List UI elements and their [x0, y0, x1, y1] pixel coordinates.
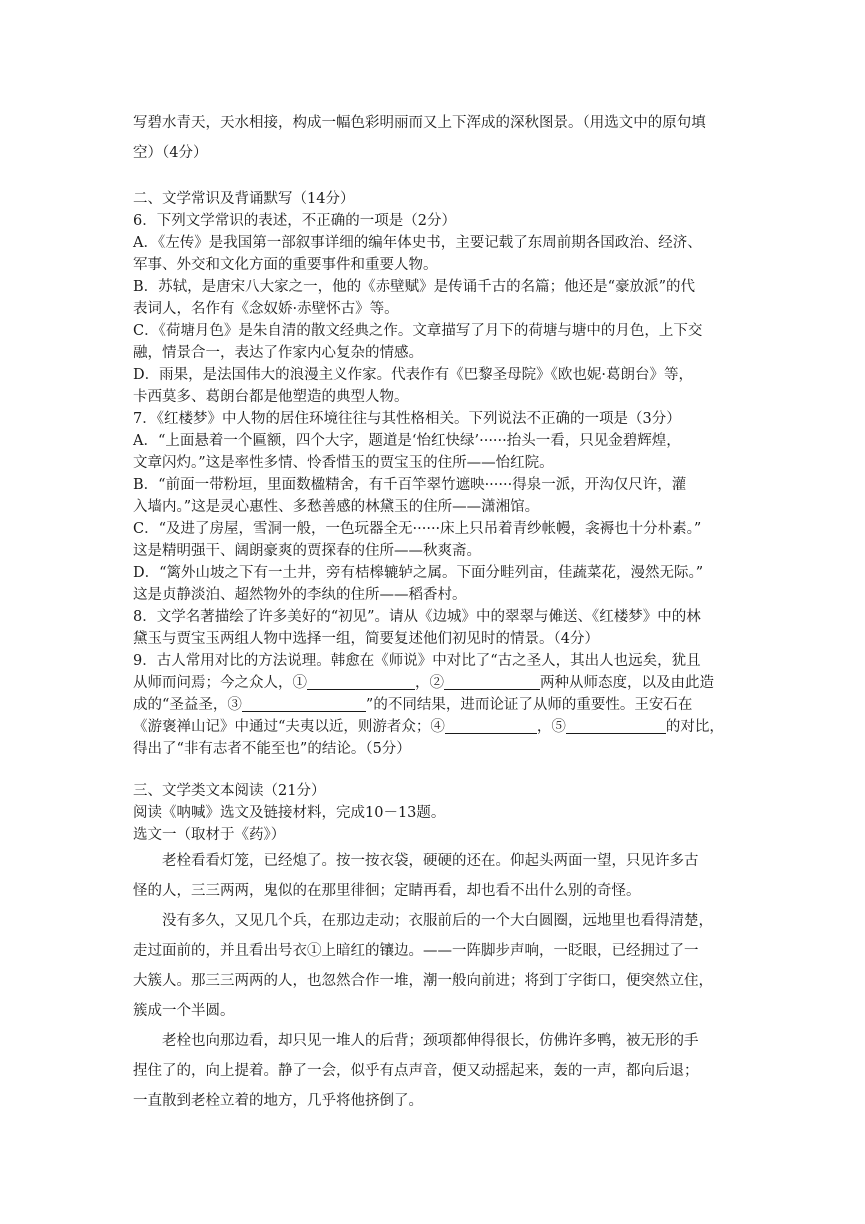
question-line: 6．下列文学常识的表述，不正确的一项是（2分） — [133, 213, 456, 229]
passage-line: 走过面前的，并且看出号衣①上暗红的镶边。——一阵脚步声响，一眨眼，已经拥过了一 — [133, 943, 699, 959]
passage-line: 老栓也向那边看，却只见一堆人的后背；颈项都伸得很长，仿佛许多鸭，被无形的手 — [162, 1033, 699, 1049]
question-line: 这是贞静淡泊、超然物外的李纨的住所——稻香村。 — [133, 587, 467, 603]
question-line: 卡西莫多、葛朗台都是他塑造的典型人物。 — [133, 389, 409, 405]
question-line: C．《荷塘月色》是朱自清的散文经典之作。文章描写了月下的荷塘与塘中的月色，上下交 — [133, 323, 703, 339]
question-line: 从师而问焉；今之众人，① ，② 两种从师态度，以及由此造 — [133, 675, 714, 691]
reading-instruction: 阅读《呐喊》选文及链接材料，完成10－13题。 — [133, 805, 446, 821]
passage-line: 老栓看看灯笼，已经熄了。按一按衣袋，硬硬的还在。仰起头两面一望，只见许多古 — [162, 853, 699, 869]
passage-line: 一直散到老栓立着的地方，几乎将他挤倒了。 — [133, 1093, 423, 1109]
answer-blank-4[interactable] — [445, 717, 537, 734]
question-line: B．苏轼，是唐宋八大家之一，他的《赤壁赋》是传诵千古的名篇；他还是“豪放派”的代 — [133, 279, 695, 295]
document-page — [133, 108, 739, 1116]
answer-blank-5[interactable] — [566, 717, 666, 734]
question-line: 得出了“非有志者不能至也”的结论。（5分） — [133, 741, 411, 757]
question-line: 文章闪灼。”这是率性多情、怜香惜玉的贾宝玉的住所——怡红院。 — [133, 455, 554, 471]
question-line: D．雨果，是法国伟大的浪漫主义作家。代表作有《巴黎圣母院》《欧也妮·葛朗台》等， — [133, 367, 693, 383]
question-line: 8．文学名著描绘了许多美好的“初见”。请从《边城》中的翠翠与傩送、《红楼梦》中的林 — [133, 609, 701, 625]
section-heading: 三、文学类文本阅读（21分） — [133, 783, 326, 799]
question-line: 这是精明强干、阔朗豪爽的贾探春的住所——秋爽斋。 — [133, 543, 481, 559]
question-line: 黛玉与贾宝玉两组人物中选择一组，简要复述他们初见时的情景。（4分） — [133, 631, 599, 647]
question-line: A．“上面悬着一个匾额，四个大字，题道是‘怡红快绿’······抬头一看，只见金碧辉煌， — [133, 433, 681, 449]
answer-blank-2[interactable] — [444, 673, 540, 690]
answer-blank-3[interactable] — [242, 695, 366, 712]
question-line: A．《左传》是我国第一部叙事详细的编年体史书，主要记载了东周前期各国政治、经济、 — [133, 235, 702, 251]
question-line: 9．古人常用对比的方法说理。韩愈在《师说》中对比了“古之圣人，其出人也远矣，犹且 — [133, 653, 701, 669]
intro-line: 写碧水青天，天水相接，构成一幅色彩明丽而又上下浑成的深秋图景。（用选文中的原句填 — [133, 115, 706, 131]
passage-source: 选文一（取材于《药》） — [133, 827, 286, 843]
answer-blank-1[interactable] — [307, 673, 415, 690]
passage-line: 没有多久，又见几个兵，在那边走动；衣服前后的一个大白圆圈，远地里也看得清楚， — [162, 913, 713, 929]
question-line: C．“及进了房屋，雪洞一般，一色玩器全无······床上只吊着青纱帐幔，衾褥也十分朴素。” — [133, 521, 702, 537]
section-heading: 二、文学常识及背诵默写（14分） — [133, 191, 355, 207]
question-line: 入墙内。”这是灵心惠性、多愁善感的林黛玉的住所——潇湘馆。 — [133, 499, 540, 515]
question-line: 成的“圣益圣，③ ”的不同结果，进而论证了从师的重要性。王安石在 — [133, 697, 693, 713]
spacer — [133, 168, 739, 188]
question-line: 军事、外交和文化方面的重要事件和重要人物。 — [133, 257, 438, 273]
question-line: 表词人，名作有《念奴娇·赤壁怀古》等。 — [133, 301, 399, 317]
question-line: 融，情景合一，表达了作家内心复杂的情感。 — [133, 345, 423, 361]
passage-line: 怪的人，三三两两，鬼似的在那里徘徊；定睛再看，却也看不出什么别的奇怪。 — [133, 883, 641, 899]
question-line: 7．《红楼梦》中人物的居住环境往往与其性格相关。下列说法不正确的一项是（3分） — [133, 411, 681, 427]
question-line: D．“篱外山坡之下有一土井，旁有桔槔辘轳之属。下面分畦列亩，佳蔬菜花，漫然无际。” — [133, 565, 704, 581]
passage-line: 大簇人。那三三两两的人，也忽然合作一堆，潮一般向前进；将到丁字街口，便突然立住， — [133, 973, 713, 989]
question-line: B．“前面一带粉垣，里面数楹精舍，有千百竿翠竹遮映······得泉一派，开沟仅尺许，灌 — [133, 477, 687, 493]
spacer — [133, 760, 739, 780]
intro-line: 空）（4分） — [133, 145, 208, 161]
passage-line: 簇成一个半圆。 — [133, 1003, 235, 1019]
question-line: 《游褒禅山记》中通过“夫夷以近，则游者众；④ ，⑤ 的对比， — [133, 719, 724, 735]
passage-line: 捏住了的，向上提着。静了一会，似乎有点声音，便又动摇起来，轰的一声，都向后退； — [133, 1063, 699, 1079]
